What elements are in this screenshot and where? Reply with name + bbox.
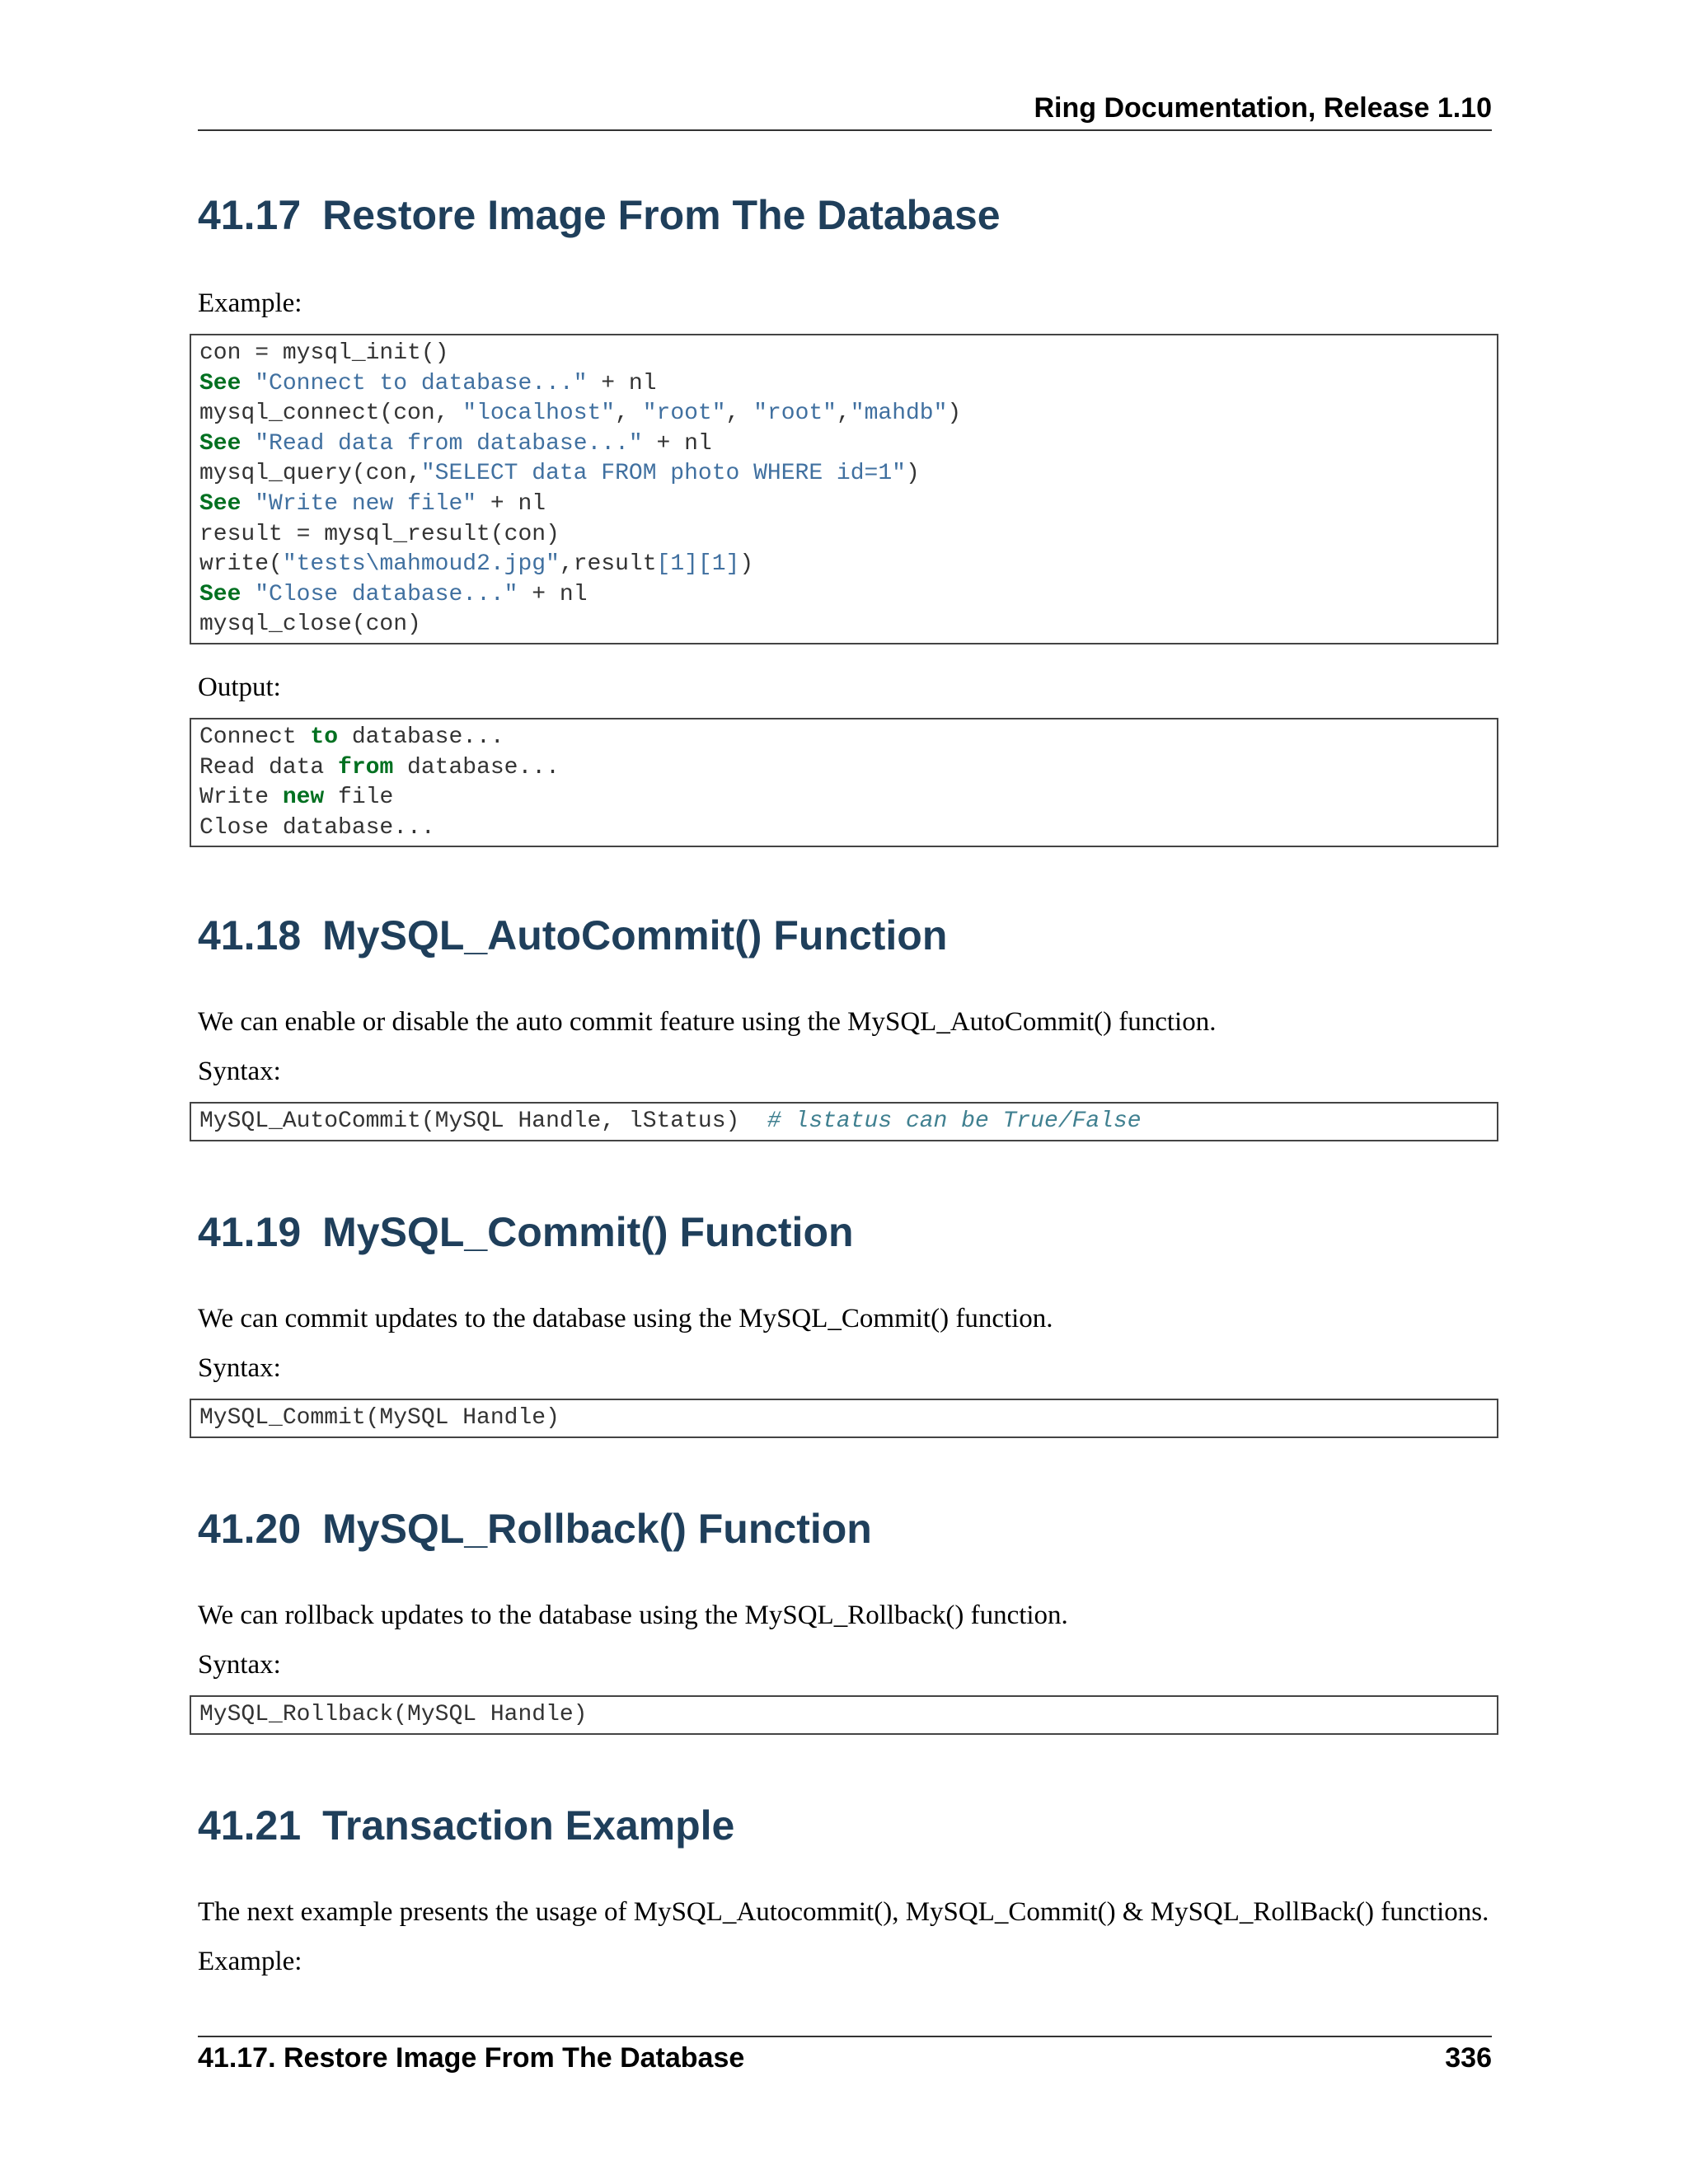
code-line [199, 1700, 1489, 1731]
code-token [241, 431, 255, 457]
code-line [199, 369, 1489, 400]
code-token: + nl [642, 430, 712, 457]
code-token: Write [199, 785, 283, 811]
code-token: Read data [199, 754, 339, 780]
code-line [199, 723, 1489, 753]
code-block-restore-image [190, 334, 1498, 644]
code-token: "Read data from database..." [255, 430, 643, 457]
section-description: We can enable or disable the auto commit feature using the MySQL_AutoCommit() function. [198, 1007, 1217, 1037]
code-token: See [199, 581, 241, 607]
code-line [199, 339, 1489, 369]
code-line [199, 490, 1489, 520]
example-label: Example: [198, 1947, 302, 1976]
code-token: ) [905, 461, 920, 487]
syntax-label: Syntax: [198, 1353, 281, 1383]
syntax-block-rollback [190, 1695, 1498, 1735]
section-title: MySQL_Commit() Function [322, 1209, 854, 1255]
code-token: mysql_query(con, [199, 461, 421, 487]
code-token: database... [393, 754, 560, 780]
code-line [199, 753, 1489, 784]
code-line [199, 459, 1489, 490]
code-token [241, 582, 255, 607]
section-title: Restore Image From The Database [322, 192, 1001, 238]
code-token: result = mysql_result(con) [199, 521, 560, 547]
code-token: Close database... [199, 814, 435, 841]
syntax-block-autocommit [190, 1102, 1498, 1141]
section-title: MySQL_Rollback() Function [322, 1506, 872, 1552]
section-heading-41-21 [198, 1802, 734, 1849]
code-token: MySQL_AutoCommit(MySQL Handle, lStatus) [199, 1108, 767, 1134]
section-number: 41.20 [198, 1506, 302, 1552]
code-token: See [199, 430, 241, 457]
code-token: + nl [587, 370, 657, 396]
code-token: [1][1] [656, 551, 740, 578]
code-token: ) [947, 401, 962, 427]
code-token: + nl [518, 581, 588, 607]
code-token: Connect [199, 724, 311, 750]
code-token: to [310, 724, 339, 750]
output-block [190, 718, 1498, 847]
code-token: mysql_connect(con, [199, 401, 463, 427]
code-token: "SELECT data FROM photo WHERE id=1" [420, 461, 906, 487]
code-token: "Write new file" [255, 490, 477, 517]
code-token: "root" [753, 401, 837, 427]
output-label: Output: [198, 673, 281, 702]
code-token: , [615, 401, 643, 427]
code-line [199, 429, 1489, 460]
code-token: # lstatus can be True/False [767, 1108, 1142, 1134]
code-token: MySQL_Commit(MySQL Handle) [199, 1405, 560, 1431]
section-heading-41-20 [198, 1505, 872, 1553]
code-line [199, 1107, 1489, 1137]
code-token: new [282, 785, 325, 811]
code-token: "localhost" [462, 401, 616, 427]
code-line [199, 1404, 1489, 1434]
code-token: file [324, 785, 394, 811]
section-number: 41.17 [198, 192, 302, 238]
footer-rule [198, 2036, 1492, 2037]
code-token: + nl [476, 490, 546, 517]
code-line [199, 399, 1489, 429]
code-token: "Close database..." [255, 581, 518, 607]
section-description: We can rollback updates to the database using the MySQL_Rollback() function. [198, 1601, 1068, 1630]
code-token: ) [739, 551, 754, 578]
code-token: from [338, 754, 394, 780]
code-token: MySQL_Rollback(MySQL Handle) [199, 1702, 588, 1727]
section-number: 41.19 [198, 1209, 302, 1255]
code-token [241, 371, 255, 396]
footer-section-ref: 41.17. Restore Image From The Database [198, 2042, 745, 2074]
section-title: Transaction Example [322, 1802, 735, 1849]
section-heading-41-18 [198, 912, 947, 959]
syntax-label: Syntax: [198, 1650, 281, 1680]
section-description: We can commit updates to the database using the MySQL_Commit() function. [198, 1304, 1053, 1333]
code-token: "tests\mahmoud2.jpg" [282, 551, 560, 578]
code-token: See [199, 370, 241, 396]
code-token: , [836, 401, 851, 427]
code-token: "Connect to database..." [255, 370, 588, 396]
code-token: "root" [642, 401, 726, 427]
code-token: "mahdb" [850, 401, 948, 427]
section-title: MySQL_AutoCommit() Function [322, 912, 948, 958]
code-token: write( [199, 551, 283, 578]
example-label: Example: [198, 288, 302, 318]
code-token: , [725, 401, 754, 427]
section-number: 41.21 [198, 1802, 302, 1849]
header-rule [198, 129, 1492, 131]
code-token: See [199, 490, 241, 517]
running-header: Ring Documentation, Release 1.10 [1034, 92, 1492, 124]
section-number: 41.18 [198, 912, 302, 958]
syntax-block-commit [190, 1399, 1498, 1438]
page-number: 336 [1445, 2042, 1492, 2074]
code-line [199, 520, 1489, 551]
section-heading-41-17 [198, 191, 1001, 239]
code-token: con = mysql_init() [199, 340, 449, 366]
code-token: mysql_close(con) [199, 612, 421, 638]
code-token: database... [338, 724, 504, 750]
section-heading-41-19 [198, 1208, 854, 1256]
section-description: The next example presents the usage of MySQL_Autocommit(), MySQL_Commit() & MySQL_RollBack() functions. [198, 1897, 1489, 1927]
code-token [241, 491, 255, 517]
code-line [199, 580, 1489, 611]
syntax-label: Syntax: [198, 1057, 281, 1086]
code-line [199, 813, 1489, 844]
code-line [199, 610, 1489, 640]
code-token: ,result [559, 551, 657, 578]
code-line [199, 783, 1489, 813]
code-line [199, 550, 1489, 580]
